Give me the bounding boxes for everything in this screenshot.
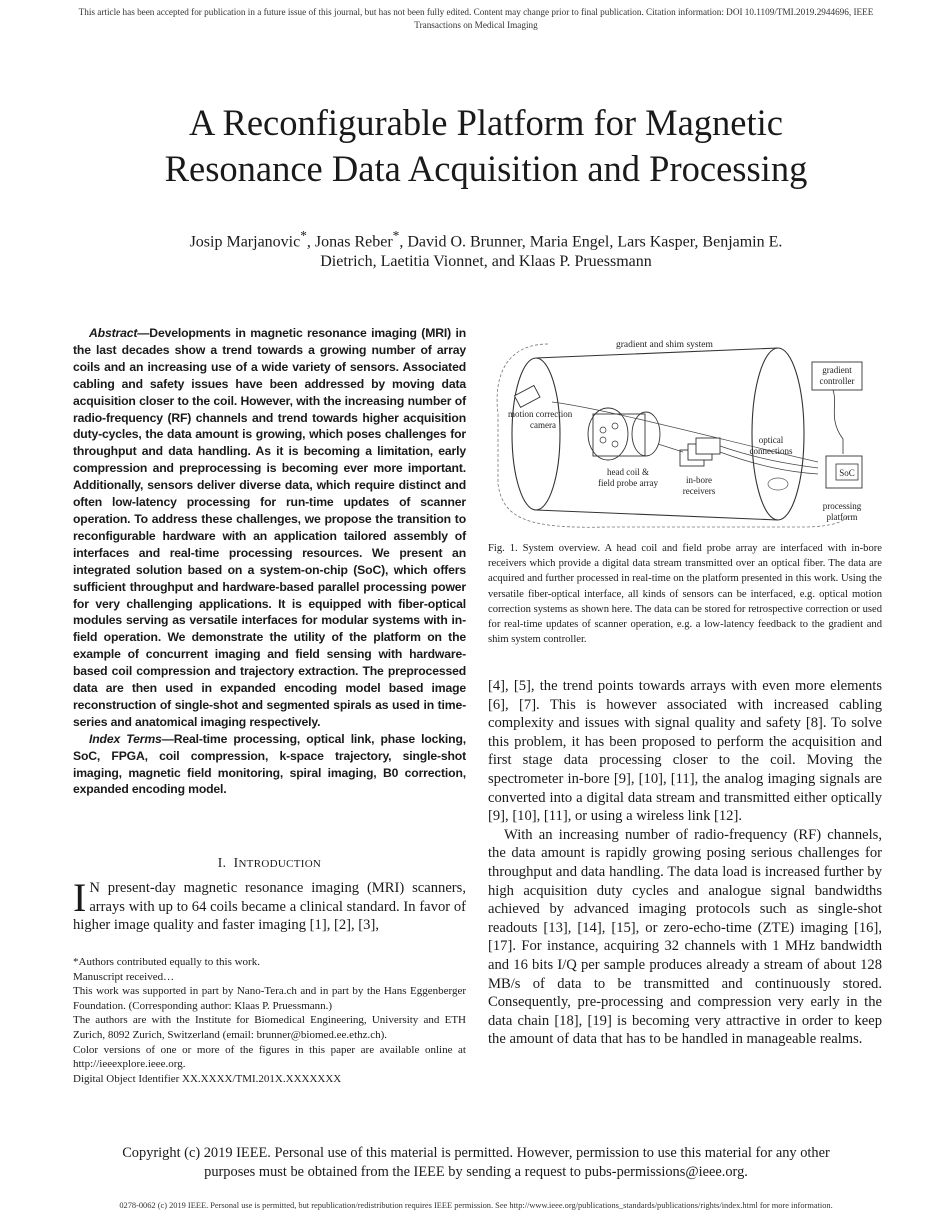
label-processing-2: platform: [826, 512, 858, 522]
index-terms-text: Real-time processing, optical link, phase locking, SoC, FPGA, coil compression, k-space trajectory, single-shot imaging, magnetic field monitoring, spiral imaging, B0 correction, expanded encoding model.: [73, 731, 466, 797]
authors-rest1: , David O. Brunner, Maria Engel, Lars Kasper, Benjamin E.: [399, 233, 783, 251]
index-terms: [73, 731, 466, 799]
controller-link: [833, 390, 843, 454]
label-optical-2: connections: [749, 446, 793, 456]
abstract-label: Abstract: [89, 326, 138, 340]
label-motion-camera-1: motion correction: [508, 409, 573, 419]
label-head-coil-2: field probe array: [598, 478, 658, 488]
footnote-equal-contribution: *Authors contributed equally to this work.: [73, 956, 260, 968]
abstract-paragraph: [73, 325, 466, 731]
bore-body: [536, 348, 778, 520]
label-soc: SoC: [839, 468, 855, 478]
right-paragraph-2: With an increasing number of radio-frequency (RF) channels, the data amount is rapidly growing posing serious challenges for throughput and data handling. The data load is increased further by high acquisition duty cycles and analogue signal bandwidths achieved by advanced imaging protocols such as single-shot readouts [13], [14], [15], or zero-echo-time (ZTE) imaging [16], [17]. For instance, acquiring 32 channels with 1 MHz bandwidth and 16 bits I/Q per sample produces already a stream of about 128 MB/s of data to be transmitted and continuously stored. Consequently, pre-processing and compression very early in the data chain [18], [19] is becoming very attractive in order to keep the amount of data that has to be handled in manageable realms.: [488, 826, 882, 1048]
bore-front: [512, 358, 560, 510]
author-1-mark: *: [300, 228, 307, 243]
figure-caption: Fig. 1. System overview. A head coil and field probe array are interfaced with in-bore receivers which provide a digital data stream transmitted over an optical fiber. The data are acquired and further processed in real-time on the platform presented in this work. Using the versatile fiber-optical interface, all kinds of sensors can be interfaced, e.g. optical motion correction systems as shown here. The data can be stored for retrospective correction or used for real-time updates of scanner operation, e.g. a low-latency feedback to the gradient and shim system controller.: [488, 543, 882, 646]
footnote-funding: This work was supported in part by Nano-Tera.ch and in part by the Hans Eggenberger Foundation. (Corresponding author: Klaas P. Pruessmann.): [73, 985, 466, 1012]
intro-text: N present-day magnetic resonance imaging (MRI) scanners, arrays with up to 64 coils became a clinical standard. In favor of higher image quality and faster imaging [1], [2], [3],: [73, 880, 466, 934]
label-gradient-shim: gradient and shim system: [616, 340, 713, 350]
abstract-text: Developments in magnetic resonance imaging (MRI) in the last decades show a trend towards a growing number of array coils and an increasing use of a wide variety of sensors. Associated cabling and safety issues have been addressed by moving data acquisition closer to the coil. However, with the increasing number of radio-frequency (RF) channels and trend towards higher acquisition duty-cycles, the data amount is growing, which poses challenges for throughput and data handling. As it is becoming a limitation, early compression and preprocessing is becoming ever more important. Additionally, sensors deliver diverse data, which require distinct and often low-latency processing for run-time updates of scanner operation. To address these challenges, we propose the transition to reconfigurable hardware with an application tailored assembly of interfaces and real-time processing resources. We present an integrated solution based on a system-on-chip (SoC), which offers sufficient throughput and hardware-based parallel processing power for very challenging applications. It is equipped with fiber-optical modules serving as versatile interfaces for modular systems with in-field operation. We demonstrate the utility of the platform on the example of concurrent imaging and field sensing with hardware-based coil compression and trajectory extraction. The preprocessed data are then used in expanded encoding model based image reconstruction of single-shot and segmented spirals as used in time-series and anatomical imaging respectively.: [73, 326, 466, 729]
copyright-notice: [80, 1144, 872, 1182]
header-note: [0, 6, 952, 32]
index-terms-label: Index Terms: [89, 731, 162, 746]
label-gradient-controller-1: gradient: [822, 365, 852, 375]
camera-icon: [514, 386, 540, 408]
author-list: [120, 226, 852, 272]
label-motion-camera-2: camera: [530, 420, 556, 430]
right-paragraph-1: [4], [5], the trend points towards arrays with even more elements [6], [7]. This is however associated with increased cabling complexity and issues with signal quality and safety [8]. To solve this problem, it has been proposed to perform the acquisition and first stage data processing closer to the coil. Moving the spectrometer in-bore [9], [10], [11], the analog imaging signals are converted into a digital data stream and transmitted either optically [9], [10], [11], or using a wireless link [12].: [488, 678, 882, 825]
section-title-initial: I: [233, 855, 239, 870]
authors-line1: [120, 226, 852, 252]
intro-paragraph: [73, 875, 466, 935]
bore-back: [749, 348, 804, 520]
drop-cap: I: [73, 875, 87, 920]
footnote-received: Manuscript received…: [73, 970, 175, 983]
authors-line2: Dietrich, Laetitia Vionnet, and Klaas P. Pruessmann: [320, 253, 652, 271]
label-head-coil-1: head coil &: [607, 467, 649, 477]
label-gradient-controller-2: controller: [819, 376, 855, 386]
label-inbore-1: in-bore: [686, 475, 712, 485]
abstract: [73, 325, 466, 798]
inbore-receivers: [680, 438, 720, 466]
label-processing-1: processing: [822, 501, 862, 511]
header-note-line1: This article has been accepted for publication in a future issue of this journal, but has not been fully edited. Content may change prior to final publication. Citation information: DOI 10.1109/TMI.2019.2944696, IEEE: [78, 7, 874, 17]
section-heading: [73, 855, 466, 871]
footnote-affiliation: The authors are with the Institute for Biomedical Engineering, University and ETH Zurich, 8092 Zurich, Switzerland (email: brunner@biomed.ee.ethz.ch).: [73, 1014, 466, 1041]
bottom-note: 0278-0062 (c) 2019 IEEE. Personal use is permitted, but republication/redistribution requires IEEE permission. See http://www.ieee.org/publications_standards/publications/rights/index.html for more information.: [119, 1201, 833, 1210]
system-diagram: [488, 334, 882, 530]
right-column-text: [488, 677, 882, 1049]
copyright-line1: Copyright (c) 2019 IEEE. Personal use of this material is permitted. However, permission to use this material for any other: [122, 1145, 830, 1161]
title-line2: Resonance Data Acquisition and Processing: [164, 148, 808, 189]
copyright-line2: purposes must be obtained from the IEEE by sending a request to pubs-permissions@ieee.org.: [204, 1164, 748, 1180]
header-note-line2: Transactions on Medical Imaging: [414, 20, 538, 30]
abstract-dash: —: [137, 326, 150, 340]
author-2: , Jonas Reber: [306, 233, 393, 251]
index-terms-dash: —: [161, 731, 174, 746]
footnote-color: Color versions of one or more of the figures in this paper are available online at http://ieeexplore.ieee.org.: [73, 1043, 466, 1071]
paper-title: [60, 100, 912, 192]
title-line1: A Reconfigurable Platform for Magnetic: [189, 102, 783, 143]
cable-loop: [768, 478, 788, 490]
section-title-rest: NTRODUCTION: [238, 858, 322, 870]
label-optical-1: optical: [758, 435, 784, 445]
system-overview-figure: [488, 334, 882, 530]
section-number: I.: [217, 855, 227, 870]
author-2-mark: *: [392, 228, 400, 243]
footnote-doi: Digital Object Identifier XX.XXXX/TMI.201X.XXXXXXX: [73, 1072, 342, 1085]
label-inbore-2: receivers: [682, 486, 716, 496]
footnotes: [73, 955, 466, 1086]
author-1: Josip Marjanovic: [189, 233, 301, 251]
